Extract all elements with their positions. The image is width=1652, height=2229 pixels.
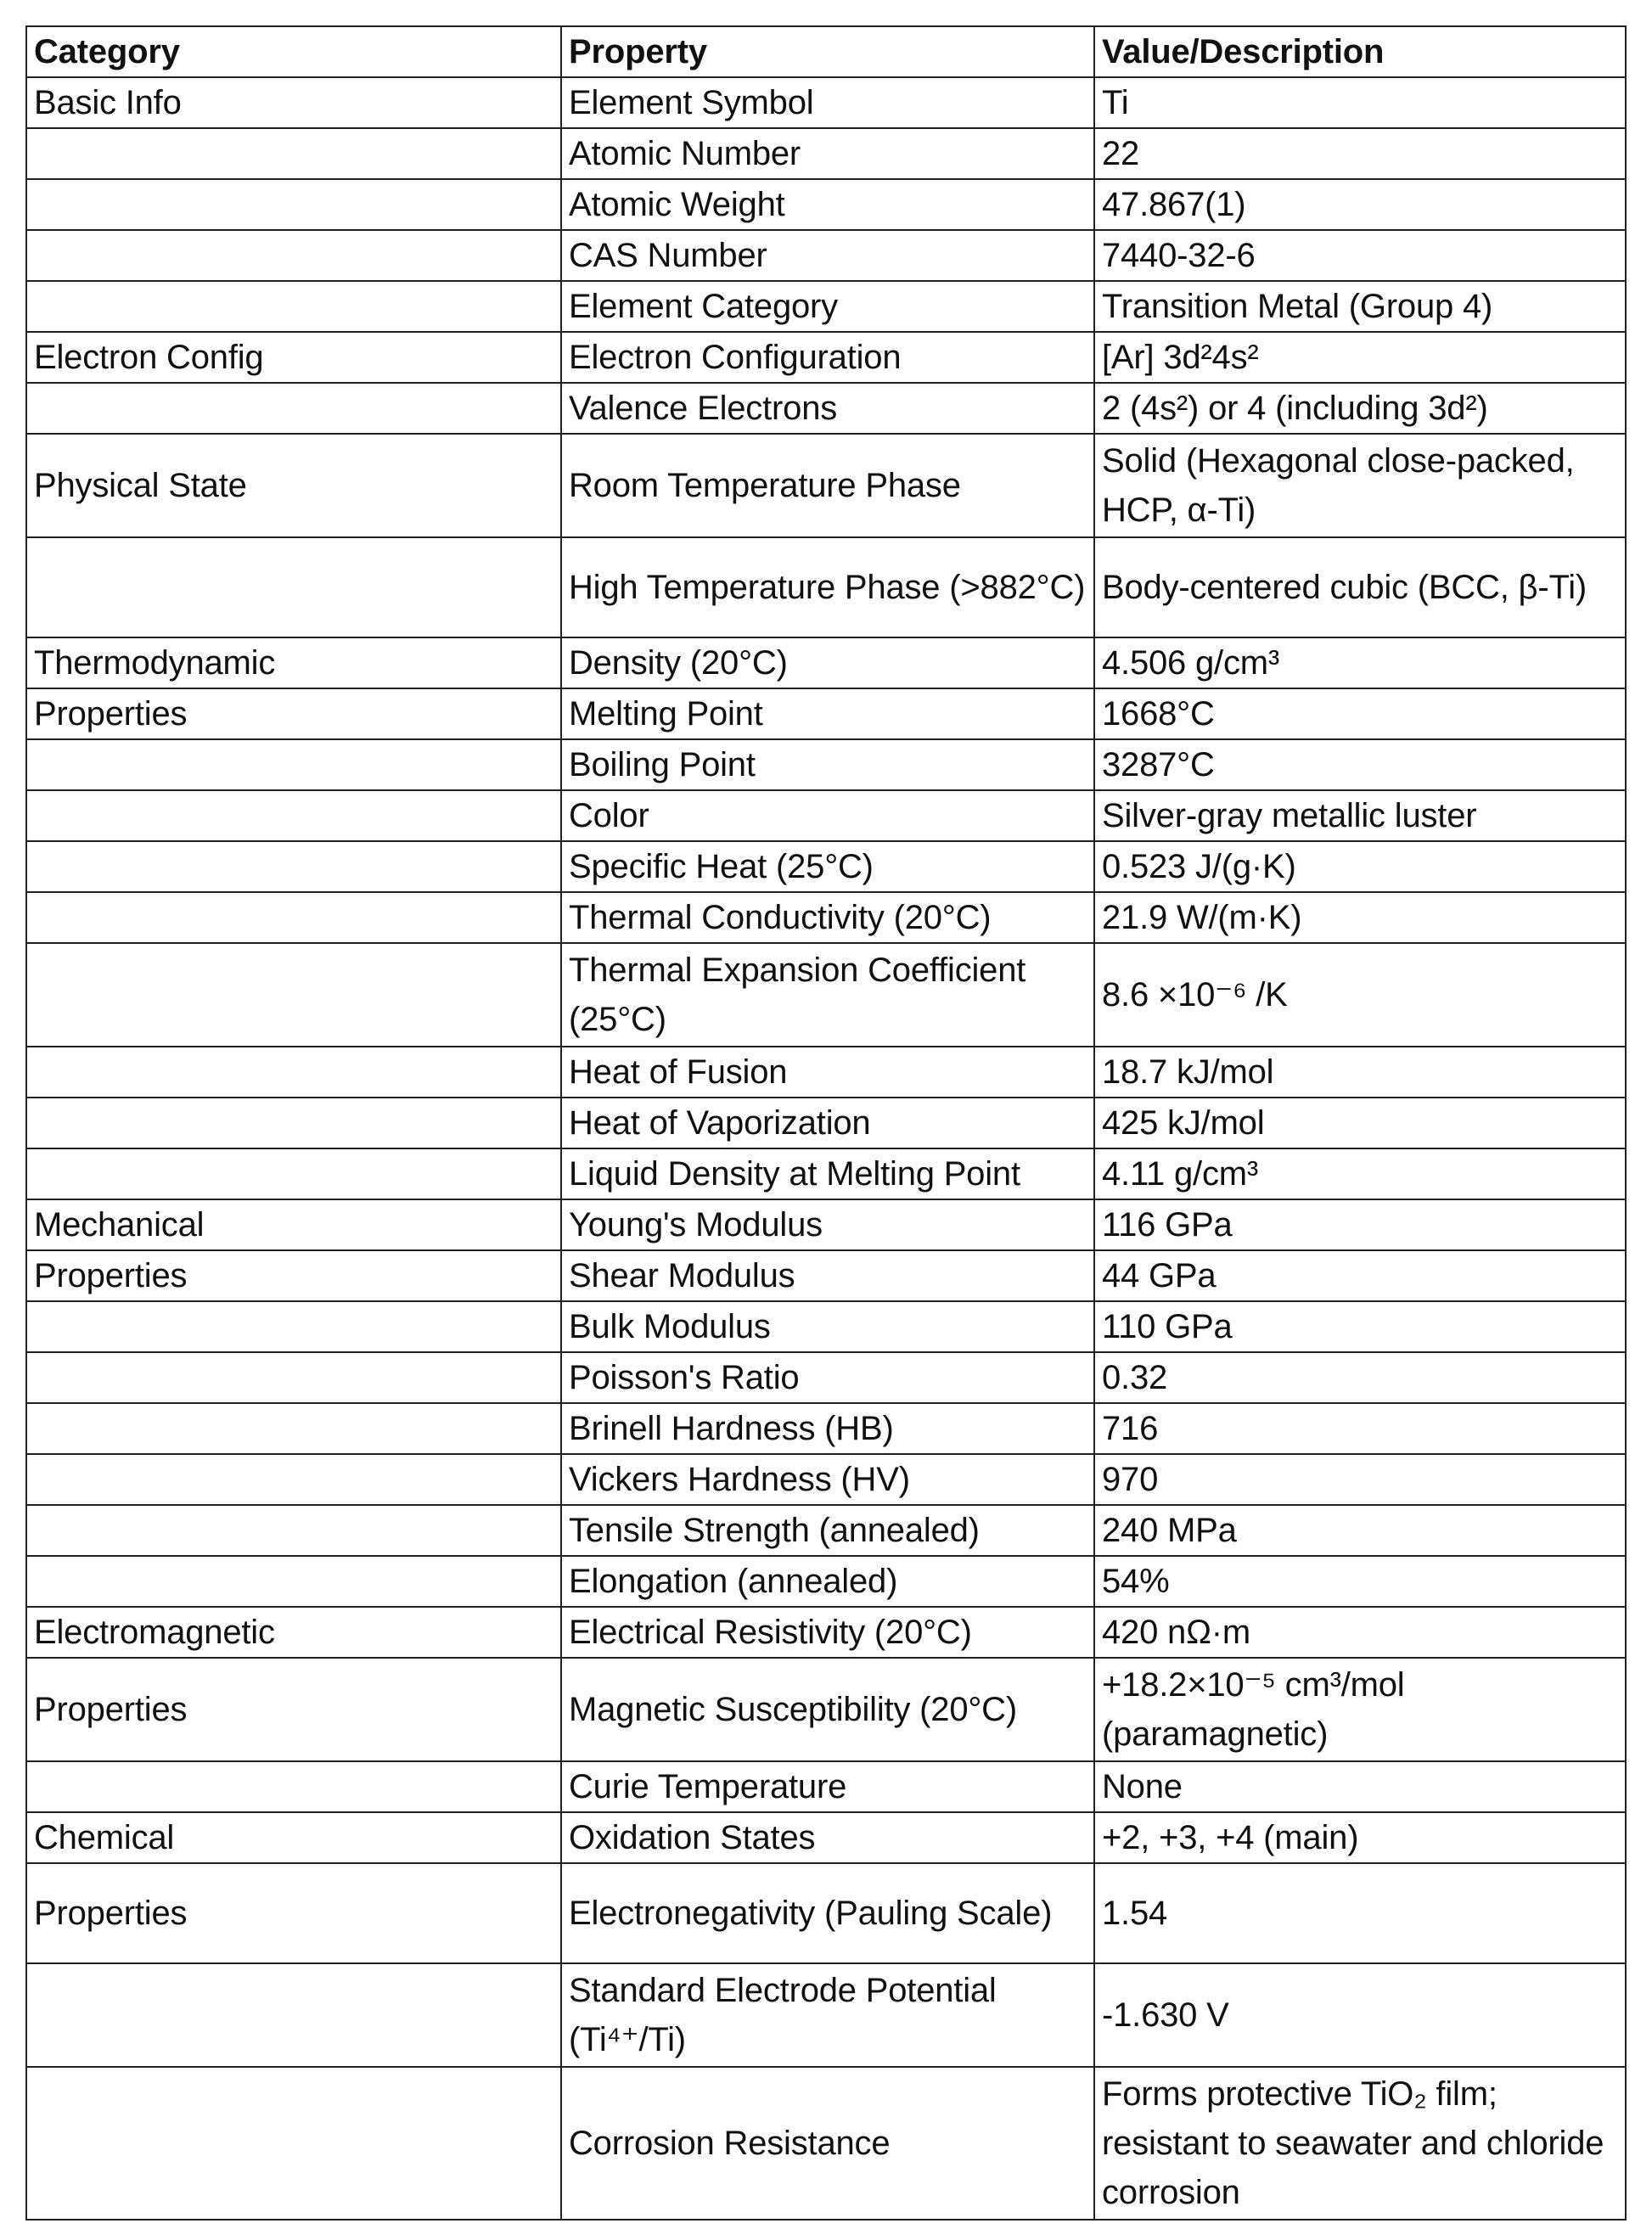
property-cell: Color bbox=[561, 790, 1094, 841]
value-cell: Transition Metal (Group 4) bbox=[1094, 281, 1626, 332]
table-row bbox=[26, 943, 1626, 1047]
category-cell bbox=[26, 1352, 561, 1403]
value-cell: 0.523 J/(g·K) bbox=[1094, 841, 1626, 892]
property-cell: Corrosion Resistance bbox=[561, 2067, 1094, 2220]
property-cell: Melting Point bbox=[561, 688, 1094, 739]
category-cell bbox=[26, 179, 561, 230]
table-row bbox=[26, 128, 1626, 179]
category-cell bbox=[26, 739, 561, 790]
table-row bbox=[26, 1199, 1626, 1250]
table-row bbox=[26, 230, 1626, 281]
value-cell: 240 MPa bbox=[1094, 1505, 1626, 1556]
table-row bbox=[26, 1658, 1626, 1761]
property-cell: Element Symbol bbox=[561, 77, 1094, 128]
property-cell: Thermal Conductivity (20°C) bbox=[561, 892, 1094, 943]
category-cell: Physical State bbox=[26, 434, 561, 537]
category-cell bbox=[26, 383, 561, 434]
table-row bbox=[26, 1098, 1626, 1148]
category-cell bbox=[26, 943, 561, 1047]
value-cell: -1.630 V bbox=[1094, 1963, 1626, 2067]
table-row bbox=[26, 841, 1626, 892]
table-row bbox=[26, 281, 1626, 332]
category-cell: Properties bbox=[26, 1658, 561, 1761]
category-cell bbox=[26, 281, 561, 332]
header-category: Category bbox=[26, 26, 561, 77]
category-cell bbox=[26, 1556, 561, 1607]
category-cell: Mechanical bbox=[26, 1199, 561, 1250]
table-row bbox=[26, 434, 1626, 537]
value-cell: 4.506 g/cm³ bbox=[1094, 637, 1626, 688]
document-sheet bbox=[25, 25, 1625, 2221]
category-cell bbox=[26, 1761, 561, 1812]
category-cell: Electromagnetic bbox=[26, 1607, 561, 1658]
value-cell: 47.867(1) bbox=[1094, 179, 1626, 230]
property-cell: Curie Temperature bbox=[561, 1761, 1094, 1812]
property-cell: Atomic Weight bbox=[561, 179, 1094, 230]
value-cell: 1.54 bbox=[1094, 1863, 1626, 1963]
value-cell: 116 GPa bbox=[1094, 1199, 1626, 1250]
property-cell: Standard Electrode Potential (Ti⁴⁺/Ti) bbox=[561, 1963, 1094, 2067]
table-row bbox=[26, 1505, 1626, 1556]
property-cell: Atomic Number bbox=[561, 128, 1094, 179]
category-cell bbox=[26, 790, 561, 841]
property-cell: Electronegativity (Pauling Scale) bbox=[561, 1863, 1094, 1963]
property-cell: Element Category bbox=[561, 281, 1094, 332]
table-row bbox=[26, 790, 1626, 841]
property-cell: Liquid Density at Melting Point bbox=[561, 1148, 1094, 1199]
value-cell: 4.11 g/cm³ bbox=[1094, 1148, 1626, 1199]
property-cell: Tensile Strength (annealed) bbox=[561, 1505, 1094, 1556]
category-cell: Properties bbox=[26, 1250, 561, 1301]
table-row bbox=[26, 1148, 1626, 1199]
table-row bbox=[26, 1301, 1626, 1352]
property-cell: Brinell Hardness (HB) bbox=[561, 1403, 1094, 1454]
category-cell: Chemical bbox=[26, 1812, 561, 1863]
header-value: Value/Description bbox=[1094, 26, 1626, 77]
header-property: Property bbox=[561, 26, 1094, 77]
table-row bbox=[26, 537, 1626, 637]
value-cell: 110 GPa bbox=[1094, 1301, 1626, 1352]
value-cell: 1668°C bbox=[1094, 688, 1626, 739]
table-row bbox=[26, 1047, 1626, 1098]
property-cell: Valence Electrons bbox=[561, 383, 1094, 434]
value-cell: +2, +3, +4 (main) bbox=[1094, 1812, 1626, 1863]
category-cell bbox=[26, 1454, 561, 1505]
value-cell: 7440-32-6 bbox=[1094, 230, 1626, 281]
value-cell: 44 GPa bbox=[1094, 1250, 1626, 1301]
property-cell: Heat of Fusion bbox=[561, 1047, 1094, 1098]
table-row bbox=[26, 179, 1626, 230]
property-cell: Heat of Vaporization bbox=[561, 1098, 1094, 1148]
property-cell: Specific Heat (25°C) bbox=[561, 841, 1094, 892]
category-cell: Thermodynamic bbox=[26, 637, 561, 688]
category-cell bbox=[26, 1403, 561, 1454]
property-cell: Young's Modulus bbox=[561, 1199, 1094, 1250]
property-cell: Poisson's Ratio bbox=[561, 1352, 1094, 1403]
value-cell: None bbox=[1094, 1761, 1626, 1812]
category-cell: Electron Config bbox=[26, 332, 561, 383]
category-cell: Basic Info bbox=[26, 77, 561, 128]
value-cell: Solid (Hexagonal close-packed, HCP, α-Ti) bbox=[1094, 434, 1626, 537]
category-cell: Properties bbox=[26, 1863, 561, 1963]
property-cell: Boiling Point bbox=[561, 739, 1094, 790]
property-cell: Electron Configuration bbox=[561, 332, 1094, 383]
value-cell: 0.32 bbox=[1094, 1352, 1626, 1403]
value-cell: Body-centered cubic (BCC, β-Ti) bbox=[1094, 537, 1626, 637]
category-cell: Properties bbox=[26, 688, 561, 739]
category-cell bbox=[26, 1148, 561, 1199]
category-cell bbox=[26, 537, 561, 637]
table-row bbox=[26, 739, 1626, 790]
category-cell bbox=[26, 1963, 561, 2067]
property-cell: CAS Number bbox=[561, 230, 1094, 281]
category-cell bbox=[26, 2067, 561, 2220]
value-cell: 21.9 W/(m·K) bbox=[1094, 892, 1626, 943]
properties-table bbox=[25, 25, 1627, 2221]
table-row bbox=[26, 1556, 1626, 1607]
category-cell bbox=[26, 128, 561, 179]
table-row bbox=[26, 688, 1626, 739]
table-row bbox=[26, 637, 1626, 688]
value-cell: 970 bbox=[1094, 1454, 1626, 1505]
table-header-row bbox=[26, 26, 1626, 77]
property-cell: Magnetic Susceptibility (20°C) bbox=[561, 1658, 1094, 1761]
property-cell: Elongation (annealed) bbox=[561, 1556, 1094, 1607]
category-cell bbox=[26, 841, 561, 892]
category-cell bbox=[26, 230, 561, 281]
table-row bbox=[26, 1403, 1626, 1454]
value-cell: Ti bbox=[1094, 77, 1626, 128]
table-row bbox=[26, 77, 1626, 128]
value-cell: 8.6 ×10⁻⁶ /K bbox=[1094, 943, 1626, 1047]
table-row bbox=[26, 2067, 1626, 2220]
category-cell bbox=[26, 1047, 561, 1098]
table-row bbox=[26, 1607, 1626, 1658]
table-row bbox=[26, 1963, 1626, 2067]
property-cell: High Temperature Phase (>882°C) bbox=[561, 537, 1094, 637]
value-cell: 22 bbox=[1094, 128, 1626, 179]
property-cell: Electrical Resistivity (20°C) bbox=[561, 1607, 1094, 1658]
property-cell: Bulk Modulus bbox=[561, 1301, 1094, 1352]
value-cell: 420 nΩ·m bbox=[1094, 1607, 1626, 1658]
table-row bbox=[26, 1250, 1626, 1301]
value-cell: 716 bbox=[1094, 1403, 1626, 1454]
table-row bbox=[26, 332, 1626, 383]
category-cell bbox=[26, 892, 561, 943]
table-row bbox=[26, 1863, 1626, 1963]
property-cell: Oxidation States bbox=[561, 1812, 1094, 1863]
property-cell: Vickers Hardness (HV) bbox=[561, 1454, 1094, 1505]
property-cell: Room Temperature Phase bbox=[561, 434, 1094, 537]
property-cell: Thermal Expansion Coefficient (25°C) bbox=[561, 943, 1094, 1047]
table-row bbox=[26, 1761, 1626, 1812]
property-cell: Density (20°C) bbox=[561, 637, 1094, 688]
category-cell bbox=[26, 1505, 561, 1556]
table-row bbox=[26, 1454, 1626, 1505]
value-cell: [Ar] 3d²4s² bbox=[1094, 332, 1626, 383]
value-cell: +18.2×10⁻⁵ cm³/mol (paramagnetic) bbox=[1094, 1658, 1626, 1761]
table-row bbox=[26, 1352, 1626, 1403]
value-cell: 2 (4s²) or 4 (including 3d²) bbox=[1094, 383, 1626, 434]
value-cell: 18.7 kJ/mol bbox=[1094, 1047, 1626, 1098]
table-row bbox=[26, 892, 1626, 943]
value-cell: Silver-gray metallic luster bbox=[1094, 790, 1626, 841]
value-cell: Forms protective TiO₂ film; resistant to seawater and chloride corrosion bbox=[1094, 2067, 1626, 2220]
value-cell: 54% bbox=[1094, 1556, 1626, 1607]
table-row bbox=[26, 383, 1626, 434]
value-cell: 3287°C bbox=[1094, 739, 1626, 790]
property-cell: Shear Modulus bbox=[561, 1250, 1094, 1301]
value-cell: 425 kJ/mol bbox=[1094, 1098, 1626, 1148]
category-cell bbox=[26, 1098, 561, 1148]
table-row bbox=[26, 1812, 1626, 1863]
category-cell bbox=[26, 1301, 561, 1352]
